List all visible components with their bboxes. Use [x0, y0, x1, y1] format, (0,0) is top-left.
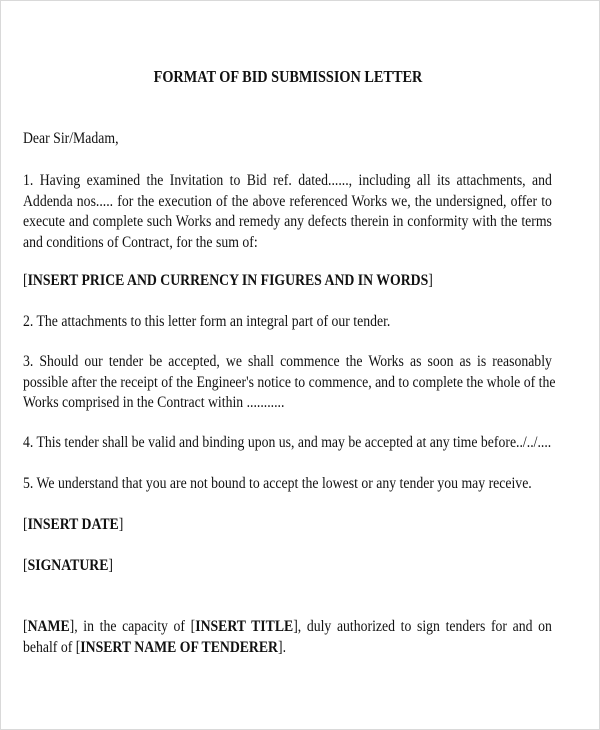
tenderer-placeholder: INSERT NAME OF TENDERER — [80, 638, 278, 656]
paragraph-4 — [23, 433, 552, 454]
document-title — [1, 67, 575, 87]
bracket-close: ] — [108, 557, 113, 574]
signature-placeholder — [23, 556, 552, 577]
behalf-text: behalf of — [23, 638, 76, 656]
paragraph-1-line: and conditions of Contract, for the sum of: — [23, 233, 258, 251]
closing-line-2 — [23, 638, 552, 659]
paragraph-3-line: possible after the receipt of the Engineer's notice to commence, and to complete the whole of the — [23, 373, 556, 391]
bracket-open: [ — [23, 557, 28, 574]
bracket-open: [ — [23, 272, 28, 289]
bracket-close: ] — [118, 516, 124, 533]
closing-line-1 — [23, 617, 552, 638]
salutation-text: Dear Sir/Madam, — [23, 130, 119, 147]
paragraph-3-line: Works comprised in the Contract within ........... — [23, 394, 285, 411]
bracket-open: [ — [75, 638, 81, 656]
authorized-text: , duly authorized to sign tenders for and on — [297, 618, 552, 635]
paragraph-4-text: 4. This tender shall be valid and binding upon us, and may be accepted at any time before../../.... — [23, 434, 552, 451]
bracket-close: ]. — [277, 638, 287, 656]
paragraph-1 — [23, 171, 552, 253]
paragraph-3-line: 3. Should our tender be accepted, we shall commence the Works as soon as is reasonably — [23, 353, 552, 370]
name-placeholder: NAME — [27, 618, 70, 635]
paragraph-1-line: execute and complete such Works and remedy any defects therein in conformity with the terms — [23, 213, 552, 230]
title-placeholder: INSERT TITLE — [195, 618, 294, 635]
document-title-text: FORMAT OF BID SUBMISSION LETTER — [153, 67, 423, 86]
bracket-close: ] — [428, 272, 433, 289]
paragraph-5 — [23, 474, 552, 495]
paragraph-3 — [23, 352, 556, 414]
bracket-open: [ — [190, 618, 196, 635]
bracket-close: ] — [69, 618, 75, 635]
paragraph-2-text: 2. The attachments to this letter form an integral part of our tender. — [23, 313, 391, 330]
salutation — [23, 129, 552, 150]
date-placeholder-text: INSERT DATE — [27, 516, 119, 533]
paragraph-2 — [23, 312, 552, 333]
bracket-close: ] — [293, 618, 298, 635]
price-placeholder — [23, 271, 552, 292]
paragraph-5-text: 5. We understand that you are not bound to accept the lowest or any tender you may receive. — [23, 475, 532, 492]
paragraph-1-line: 1. Having examined the Invitation to Bid ref. dated......, including all its attachments, and — [23, 172, 552, 189]
closing-statement — [23, 617, 552, 658]
capacity-text: , in the capacity of — [74, 618, 191, 635]
bracket-open: [ — [23, 516, 28, 533]
price-placeholder-text: INSERT PRICE AND CURRENCY IN FIGURES AND IN WORDS — [27, 272, 429, 289]
signature-placeholder-text: SIGNATURE — [27, 557, 109, 574]
date-placeholder — [23, 515, 552, 536]
bracket-open: [ — [23, 618, 28, 635]
paragraph-1-line: Addenda nos..... for the execution of the above referenced Works we, the undersigned, offer to — [23, 192, 552, 210]
